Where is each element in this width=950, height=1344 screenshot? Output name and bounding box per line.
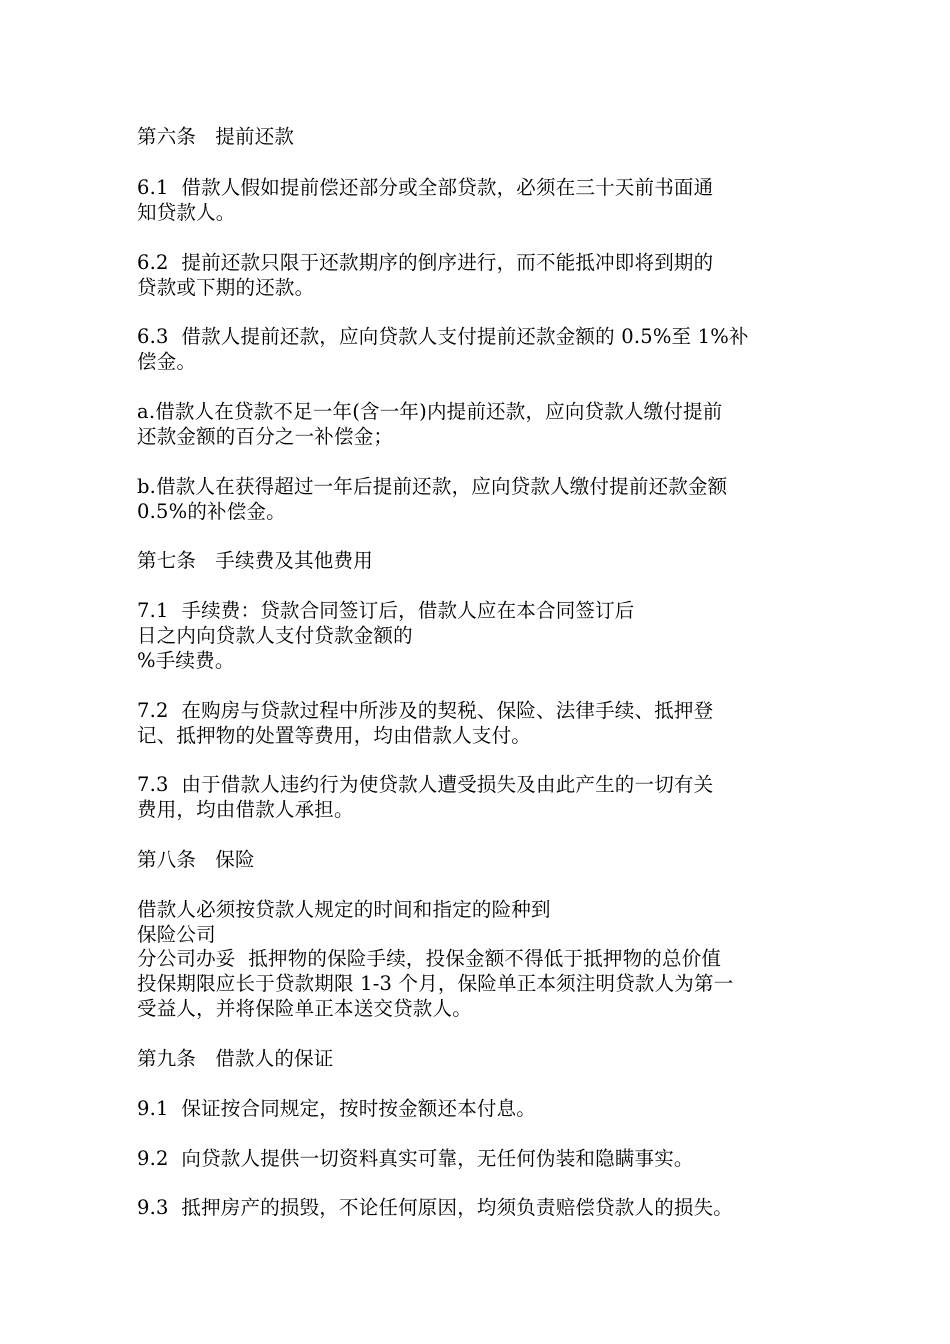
clause-6-2-line-2: 贷款或下期的还款。 (137, 276, 315, 299)
article-7-heading: 第七条 手续费及其他费用 (137, 549, 373, 572)
clause-6-1-line-1: 6.1 借款人假如提前偿还部分或全部贷款，必须在三十天前书面通 (137, 176, 714, 199)
clause-9-3: 9.3 抵押房产的损毁，不论任何原因，均须负责赔偿贷款人的损失。 (137, 1196, 734, 1219)
clause-7-1-line-3: %手续费。 (137, 649, 235, 672)
clause-7-2-line-1: 7.2 在购房与贷款过程中所涉及的契税、保险、法律手续、抵押登 (137, 699, 714, 722)
clause-7-3-line-2: 费用，均由借款人承担。 (137, 798, 354, 821)
clause-6-3-line-2: 偿金。 (137, 350, 197, 373)
insurance-line-4: 投保期限应长于贷款期限 1-3 个月，保险单正本须注明贷款人为第一 (137, 972, 734, 995)
clause-7-1-line-1: 7.1 手续费：贷款合同签订后，借款人应在本合同签订后 (137, 599, 635, 622)
clause-6-3-b-line-2: 0.5%的补偿金。 (137, 500, 286, 523)
clause-6-2-line-1: 6.2 提前还款只限于还款期序的倒序进行，而不能抵冲即将到期的 (137, 251, 714, 274)
clause-6-1-line-2: 知贷款人。 (137, 201, 236, 224)
insurance-line-1: 借款人必须按贷款人规定的时间和指定的险种到 (137, 898, 551, 921)
insurance-line-3: 分公司办妥 抵押物的保险手续，投保金额不得低于抵押物的总价值 (137, 947, 722, 970)
insurance-line-2: 保险公司 (137, 923, 216, 946)
clause-9-1: 9.1 保证按合同规定，按时按金额还本付息。 (137, 1097, 537, 1120)
clause-7-3-line-1: 7.3 由于借款人违约行为使贷款人遭受损失及由此产生的一切有关 (137, 773, 714, 796)
clause-7-2-line-2: 记、抵押物的处置等费用，均由借款人支付。 (137, 724, 532, 747)
insurance-line-5: 受益人，并将保险单正本送交贷款人。 (137, 997, 472, 1020)
article-9-heading: 第九条 借款人的保证 (137, 1047, 334, 1070)
clause-6-3-line-1: 6.3 借款人提前还款，应向贷款人支付提前还款金额的 0.5%至 1%补 (137, 325, 749, 348)
article-6-heading: 第六条 提前还款 (137, 125, 295, 148)
clause-9-2: 9.2 向贷款人提供一切资料真实可靠，无任何伪装和隐瞒事实。 (137, 1147, 694, 1170)
article-8-heading: 第八条 保险 (137, 848, 255, 871)
clause-6-3-a-line-1: a.借款人在贷款不足一年(含一年)内提前还款，应向贷款人缴付提前 (137, 400, 723, 423)
clause-6-3-a-line-2: 还款金额的百分之一补偿金； (137, 425, 394, 448)
clause-7-1-line-2: 日之内向贷款人支付贷款金额的 (137, 624, 413, 647)
clause-6-3-b-line-1: b.借款人在获得超过一年后提前还款，应向贷款人缴付提前还款金额 (137, 475, 728, 498)
